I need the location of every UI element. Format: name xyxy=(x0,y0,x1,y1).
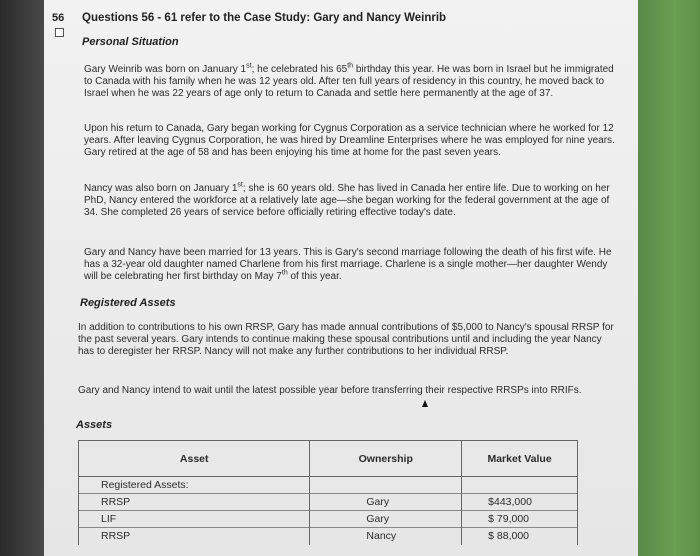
cell-asset: RRSP xyxy=(79,494,310,511)
paragraph-rrif-intent: Gary and Nancy intend to wait until the latest possible year before transferring their respective RRSPs into RRIFs. xyxy=(78,385,582,396)
registered-assets-heading: Registered Assets xyxy=(80,297,176,309)
personal-situation-heading: Personal Situation xyxy=(82,36,179,48)
cell-value: $443,000 xyxy=(462,494,578,511)
paragraph-gary-employment: Upon his return to Canada, Gary began working for Cygnus Corporation as a service technician where he worked for 12 years. After leaving Cygnus Corporation, he was hired by Dreamline Enterprises where he was employed for nine years. Gary retired at the age of 58 and has been enjoying his time at home for the past seven years. xyxy=(84,123,615,159)
registered-assets-subheading: Registered Assets: xyxy=(79,477,310,494)
paragraph-gary-background: Gary Weinrib was born on January 1st; he celebrated his 65th birthday this year. He was born in Israel but he immigrated to Canada with his family when he was 12 years old. After ten full years of residency in this country, he moved back to Israel when he was 22 years of age only to return to Canada and settle here permanently at the age of 37. xyxy=(84,62,614,100)
cell-asset: RRSP xyxy=(79,528,310,545)
assets-heading: Assets xyxy=(76,419,113,431)
background-right xyxy=(638,0,700,556)
paragraph-nancy: Nancy was also born on January 1st; she is 60 years old. She has lived in Canada her entire life. Due to working on her PhD, Nancy entered the workforce at a relatively late age—she began working for the federal government at the age of 34. She completed 26 years of service before officially retiring effective today's date. xyxy=(84,181,610,219)
column-header-asset: Asset xyxy=(79,441,310,477)
cell-owner: Nancy xyxy=(310,528,462,545)
question-title: Questions 56 - 61 refer to the Case Study: Gary and Nancy Weinrib xyxy=(82,12,447,24)
paragraph-family: Gary and Nancy have been married for 13 years. This is Gary's second marriage following the death of his first wife. He has a 32-year old daughter named Charlene from his first marriage. Charlene is a single mother—her daughter Wendy will be celebrating her first birthday on May 7th of this year. xyxy=(84,247,612,283)
background-left xyxy=(0,0,44,556)
cell-owner: Gary xyxy=(310,511,462,528)
table-row xyxy=(79,511,578,528)
cell-asset: LIF xyxy=(79,511,310,528)
assets-table xyxy=(78,440,578,545)
column-header-ownership: Ownership xyxy=(310,441,462,477)
mouse-cursor-icon xyxy=(422,400,428,407)
question-page xyxy=(44,0,638,556)
paragraph-spousal-rrsp: In addition to contributions to his own RRSP, Gary has made annual contributions of $5,000 to Nancy's spousal RRSP for the past several years. Gary intends to continue making these spousal contributions until and including the year Nancy has to deregister her RRSP. Nancy will not make any further contributions to her individual RRSP. xyxy=(78,322,614,358)
cell-owner: Gary xyxy=(310,494,462,511)
column-header-market-value: Market Value xyxy=(462,441,578,477)
cell-value: $ 79,000 xyxy=(462,511,578,528)
table-row xyxy=(79,528,578,545)
cell-value: $ 88,000 xyxy=(462,528,578,545)
flag-checkbox[interactable] xyxy=(55,28,64,37)
table-row xyxy=(79,494,578,511)
question-number: 56 xyxy=(52,12,65,24)
